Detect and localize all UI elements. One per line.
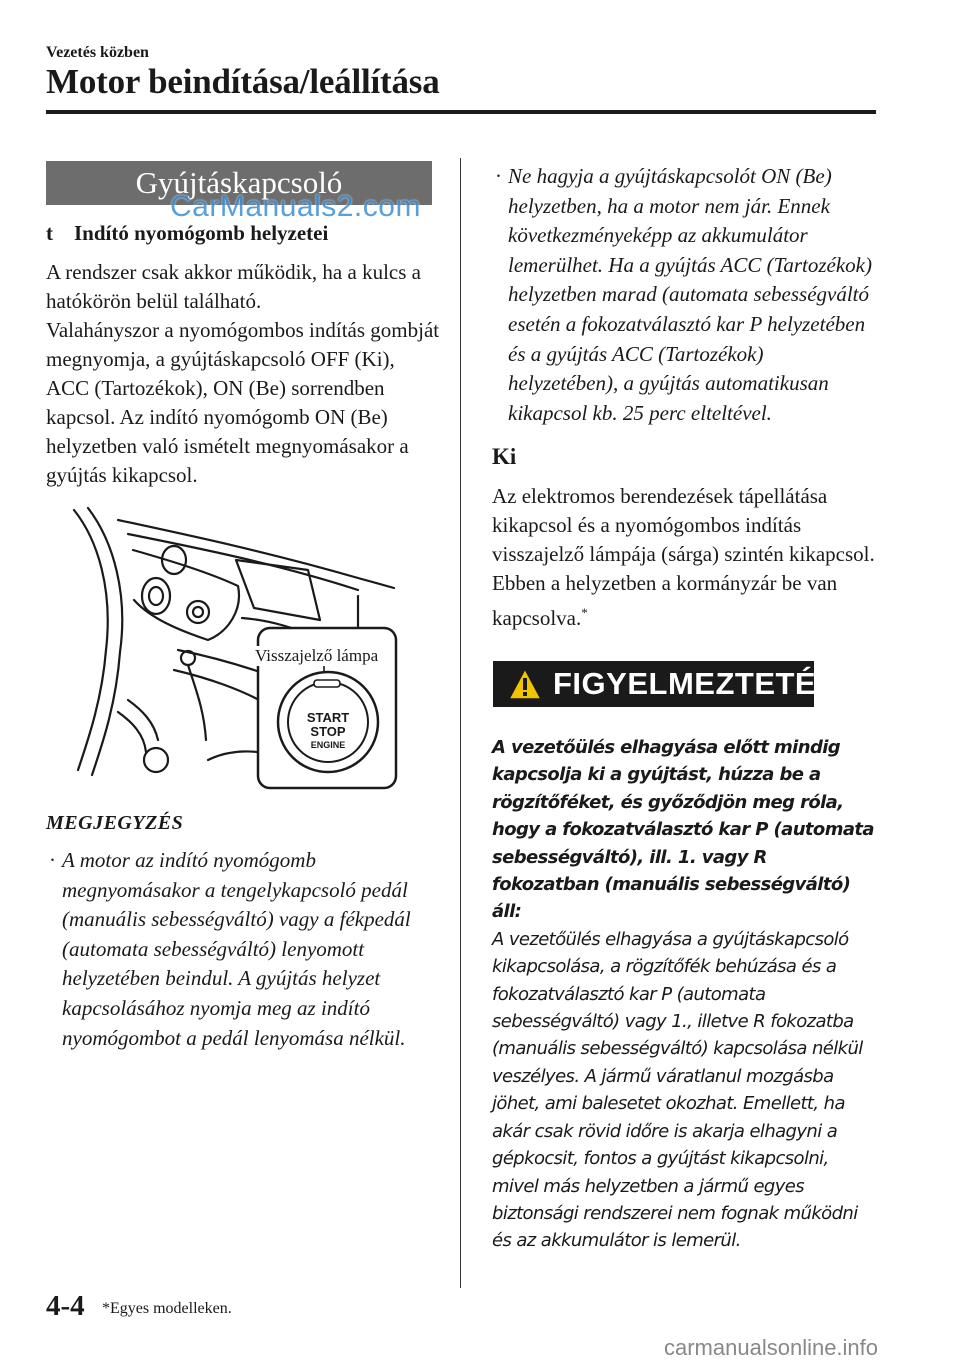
paragraph-text: Ebben a helyzetben a kormányzár be van kapcsolva. xyxy=(492,571,838,630)
warning-text xyxy=(492,734,877,1255)
warning-banner xyxy=(493,661,838,707)
subsection-heading: Indító nyomógomb helyzetei xyxy=(74,221,329,245)
footnote-asterisk: * xyxy=(581,605,588,620)
warning-bold-text: A vezetőülés elhagyása előtt mindig kapcsolja ki a gyújtást, húzza be a rögzítőféket, és győződjön meg róla, hogy a fokozatválasztó kar P (automata sebességváltó), ill. 1. vagy R fokozatban (manuális sebességváltó) áll: xyxy=(492,737,874,923)
bullet-dot: · xyxy=(49,848,56,872)
paragraph: Valahányszor a nyomógombos indítás gombját megnyomja, a gyújtáskapcsoló OFF (Ki), ACC (Tartozékok), ON (Be) sorrendben kapcsol. Az indító nyomógomb ON (Be) helyzetben való ismételt megnyomásakor a gyújtás kikapcsol. xyxy=(46,318,440,487)
ki-text xyxy=(492,482,877,633)
section-title-bar: Gyújtáskapcsoló xyxy=(46,161,432,205)
intro-text xyxy=(46,258,442,490)
note-bullet-text: Ne hagyja a gyújtáskapcsolót ON (Be) helyzetben, ha a motor nem jár. Ennek következményeképp az akkumulátor lemerülhet. Ha a gyújtás ACC (Tartozékok) helyzetben marad (automata sebességváltó esetén a fokozatválasztó kar P helyzetében és a gyújtás ACC (Tartozékok) helyzetében), a gyújtás automatikusan kikapcsol kb. 25 perc elteltével. xyxy=(508,164,872,425)
button-label-stop: STOP xyxy=(310,724,346,739)
bullet-dot: · xyxy=(495,164,502,188)
column-divider xyxy=(460,158,461,1288)
warning-label: FIGYELMEZTETÉS xyxy=(553,666,838,701)
button-label-engine: ENGINE xyxy=(310,740,346,750)
note-bullet-text: A motor az indító nyomógomb megnyomásakor a tengelykapcsoló pedál (manuális sebességváltó) vagy a fékpedál (automata sebességváltó) lenyomott helyzetében beindul. A gyújtás helyzet kapcsolásához nyomja meg az indító nyomógombot a pedál lenyomása nélkül. xyxy=(62,848,411,1050)
paragraph xyxy=(492,569,877,633)
header-divider xyxy=(46,110,876,114)
figure-callout-label: Visszajelző lámpa xyxy=(252,646,381,666)
dashboard-drawing xyxy=(58,500,398,790)
warning-icon xyxy=(507,667,543,701)
site-watermark: carmanualsonline.info xyxy=(664,1335,879,1360)
paragraph: A rendszer csak akkor működik, ha a kulcs a hatókörön belül található. xyxy=(46,260,421,313)
watermark: CarManuals2.com xyxy=(170,190,421,223)
header-section-label: Vezetés közben xyxy=(46,44,149,61)
footnote: *Egyes modelleken. xyxy=(102,1300,232,1317)
note-bullet xyxy=(495,162,878,428)
ki-heading: Ki xyxy=(492,444,517,469)
paragraph: Az elektromos berendezések tápellátása kikapcsol és a nyomógombos indítás visszajelző lámpája (sárga) szintén kikapcsol. xyxy=(492,484,875,566)
page-number: 4-4 xyxy=(46,1290,85,1322)
page-title: Motor beindítása/leállítása xyxy=(46,62,440,101)
note-heading: MEGJEGYZÉS xyxy=(46,812,184,834)
button-label-start: START xyxy=(306,710,350,725)
dashboard-illustration xyxy=(58,500,398,790)
note-bullet xyxy=(49,846,442,1053)
warning-body-text: A vezetőülés elhagyása a gyújtáskapcsoló kikapcsolása, a rögzítőfék behúzása és a fokozatválasztó kar P (automata sebességváltó) vagy 1., illetve R fokozatba (manuális sebességváltó) kapcsolása nélkül veszélyes. A jármű váratlanul mozgásba jöhet, ami balesetet okozhat. Emellett, ha akár csak rövid időre is akarja elhagyni a gépkocsit, fontos a gyújtást kikapcsolni, mivel más helyzetben a jármű egyes biztonsági rendszerei nem fognak működni és az akkumulátor is lemerül. xyxy=(492,928,863,1252)
subsection-marker: t xyxy=(46,221,53,245)
